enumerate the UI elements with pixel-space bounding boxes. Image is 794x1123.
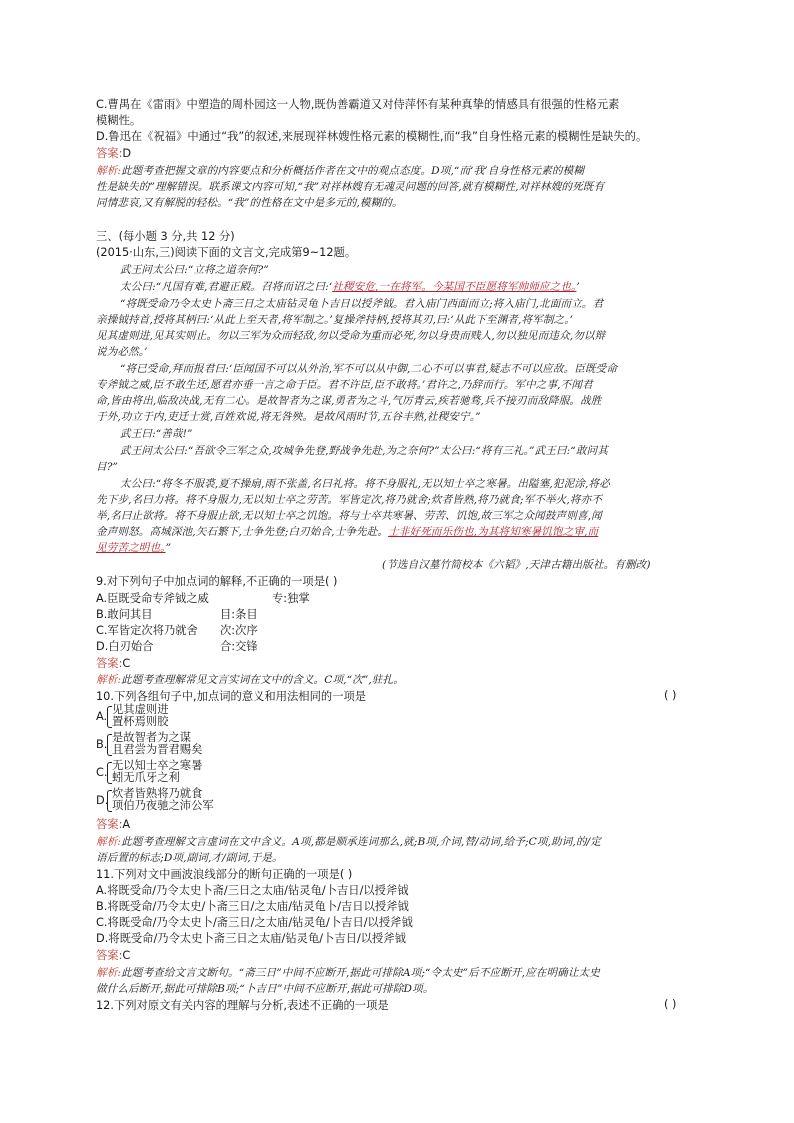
passage-source: (节选自汉墓竹简校本《六韬》,天津古籍出版社。有删改): [382, 559, 651, 571]
passage-p18: 见劳苦之明也。”: [96, 542, 172, 554]
q11-option-d: D.将既受命/乃令太史卜斋三日之太庙/钻灵龟/卜吉日/以授斧钺: [96, 932, 406, 945]
q8-analysis-line2: 性是缺失的”理解错误。联系课文内容可知,“我”对祥林嫂有无魂灵问题的回答,就有模糊性,对祥林嫂的死既有: [96, 181, 605, 193]
section-intro: (2015·山东,三)阅读下面的文言文,完成第9~12题。: [96, 246, 357, 259]
passage-p14: 太公曰:“将冬不服裘,夏不操扇,雨不张盖,名曰礼将。将不身服礼,无以知士卒之寒暑。出隘塞,犯泥涂,将必: [120, 478, 610, 490]
passage-p15: 先下步,名曰力将。将不身服力,无以知士卒之劳苦。军皆定次,将乃就舍;炊者皆熟,将乃就食;军不举火,将亦不: [96, 494, 602, 506]
q10-analysis-line1: 解析:此题考查理解文言虚词在文中含义。A项,都是顺承连词那么,就;B项,介词,替/动词,给予;C项,助词,的/定: [96, 836, 601, 848]
section-heading: 三、(每小题 3 分,共 12 分): [96, 230, 235, 243]
passage-p3: “将既受命乃令太史卜斋三日之太庙钻灵龟卜吉日以授斧钺。君入庙门西面而立;将入庙门,北面而立。君: [120, 298, 604, 310]
passage-p2: 太公曰:“凡国有难,君避正殿。召将而诏之曰:‘社稷安危,一在将军。今某国不臣愿将军帅师应之也。’: [120, 281, 580, 293]
q8-option-c-line1: C.曹禺在《雷雨》中塑造的周朴园这一人物,既伪善霸道又对侍萍怀有某种真挚的情感具有很强的性格元素: [96, 98, 620, 111]
passage-p17: 金声则怒。高城深池,矢石繁下,士争先登;白刃始合,士争先赴。士非好死而乐伤也,为其将知寒暑饥饱之审,而: [96, 526, 599, 538]
answer-value: D: [122, 147, 132, 160]
q8-option-d: D.鲁迅在《祝福》中通过“我”的叙述,来展现祥林嫂性格元素的模糊性,而“我”自身性格元素的模糊性是缺失的。: [96, 130, 648, 143]
q10-answer: 答案:A: [96, 818, 131, 831]
passage-p10: 于外,功立于内,吏迁士赏,百姓欢说,将无咎殃。是故风雨时节,五谷丰熟,社稷安宁。”: [96, 411, 481, 423]
underlined-sentence: 社稷安危,一在将军。今某国不臣愿将军帅师应之也。: [332, 281, 577, 293]
passage-p12: 武王问太公曰:“吾欲令三军之众,攻城争先登,野战争先赴,为之奈何?”太公曰:“将有三礼。”武王曰:“敢问其: [120, 445, 608, 457]
q11-option-b: B.将既受命/乃令太史/卜斋三日/之太庙/钻灵龟卜/吉日以授斧钺: [96, 900, 409, 913]
passage-p5: 见其虚则进,见其实则止。勿以三军为众而轻敌,勿以受命为重而必死,勿以身贵而贱人,勿以独见而违众,勿以辩: [96, 330, 606, 342]
q8-analysis-line1: 解析:此题考查把握文章的内容要点和分析概括作者在文中的观点态度。D项,“而‘我’自身性格元素的模糊: [96, 165, 585, 177]
q8-option-c-line2: 模糊性。: [96, 114, 142, 127]
underlined-sentence-2: 士非好死而乐伤也,为其将知寒暑饥饱之审,而: [388, 526, 599, 538]
passage-p8: 专斧钺之威,臣不敢生还,愿君亦垂一言之命于臣。君不许臣,臣不敢将。’君许之,乃辞而行。军中之事,不闻君: [96, 379, 593, 391]
q11-analysis-line2: 做什么后断开,据此可排除B项;“卜吉日”中间不应断开,据此可排除D项。: [96, 983, 434, 995]
passage-p6: 说为必然。’: [96, 346, 148, 358]
q11-analysis-line1: 解析:此题考查给文言文断句。“斋三日”中间不应断开,据此可排除A项;“令太史”后不应断开,应在明确让太史: [96, 967, 600, 979]
q10-answer-blank: ( ): [664, 689, 677, 702]
passage-p13: 目?”: [96, 461, 118, 473]
passage-p11: 武王曰:“善哉!”: [120, 428, 193, 440]
passage-p16: 举,名曰止欲将。将不身服止欲,无以知士卒之饥饱。将与士卒共寒暑、劳苦、饥饱,故三军之众闻鼓声则喜,闻: [96, 510, 602, 522]
answer-label: 答案:: [96, 147, 123, 160]
q8-answer: [96, 146, 131, 162]
q10-analysis-line2: 语后置的标志;D项,副词,才/副词,于是。: [96, 852, 283, 864]
passage-p1: 武王问太公曰:“立将之道奈何?”: [120, 264, 269, 276]
q11-answer: 答案:C: [96, 949, 131, 962]
q11-option-a: A.将既受命/乃令太史卜斋/三日之太庙/钻灵龟/卜吉日/以授斧钺: [96, 884, 409, 897]
document-page: C.曹禺在《雷雨》中塑造的周朴园这一人物,既伪善霸道又对侍萍怀有某种真挚的情感具有很强的性格元素 模糊性。 D.鲁迅在《祝福》中通过“我”的叙述,来展现祥林嫂性格元素的模糊性,而“我”自身性格元素的模糊性是缺失的。 答案:D 解析:此题考查把握文章的内容要点和分析概括作者在文中的观点态度。D项,“而‘我’自身性格元素的模糊 性是缺失的”理解错误。联系课文内容可知,“我”对祥林嫂有无魂灵问题的回答,就有模糊性,对祥林嫂的死既有 同情悲哀,又有解脱的轻松。“我”的性格在文中是多元的,模糊的。 三、(每小题 3 分,共 12 分) (2015·山东,三)阅读下面的文言文,完成第9~12题。 武王问太公曰:“立将之道奈何?” 太公曰:“凡国有难,君避正殿。召将而诏之曰:‘社稷安危,一在将军。今某国不臣愿将军帅师应之也。’ “将既受命乃令太史卜斋三日之太庙钻灵龟卜吉日以授斧钺。君入庙门西面而立;将入庙门,北面而立。君 亲操钺持首,授将其柄曰:‘从此上至天者,将军制之。’复操斧持柄,授将其刃,曰:‘从此下至渊者,将军制之。’ 见其虚则进,见其实则止。勿以三军为众而轻敌,勿以受命为重而必死,勿以身贵而贱人,勿以独见而违众,勿以辩 说为必然。’ “将已受命,拜而报君曰:‘臣闻国不可以从外治,军不可以从中御,二心不可以事君,疑志不可以应敌。臣既受命 专斧钺之威,臣不敢生还,愿君亦垂一言之命于臣。君不许臣,臣不敢将。’君许之,乃辞而行。军中之事,不闻君 命,皆由将出,临敌决战,无有二心。是故智者为之谋,勇者为之斗,气厉青云,疾若驰骛,兵不接刃而敌降服。战胜 于外,功立于内,吏迁士赏,百姓欢说,将无咎殃。是故风雨时节,五谷丰熟,社稷安宁。” 武王曰:“善哉!” 武王问太公曰:“吾欲令三军之众,攻城争先登,野战争先赴,为之奈何?”太公曰:“将有三礼。”武王曰:“敢问其 目?” 太公曰:“将冬不服裘,夏不操扇,雨不张盖,名曰礼将。将不身服礼,无以知士卒之寒暑。出隘塞,犯泥涂,将必 先下步,名曰力将。将不身服力,无以知士卒之劳苦。军皆定次,将乃就舍;炊者皆熟,将乃就食;军不举火,将亦不 举,名曰止欲将。将不身服止欲,无以知士卒之饥饱。将与士卒共寒暑、劳苦、饥饱,故三军之众闻鼓声则喜,闻 金声则怒。高城深池,矢石繁下,士争先登;白刃始合,士争先赴。士非好死而乐伤也,为其将知寒暑饥饱之审,而 见劳苦之明也。” (节选自汉墓竹简校本《六韬》,天津古籍出版社。有删改) 9.对下列句子中加点词的解释,不正确的一项是( ) A.臣既受命专斧钺之威 专:独掌 B.敢问其目 目:条目 C.军皆定次将乃就舍 次:次序 D.白刃始合 合:交锋 答案:C 解析:此题考查理解常见文言实词在文中的含义。C项,“次”,驻扎。 10.下列各组句子中,加点词的意义和用法相同的一项是 ( ) A. 见其虚则进 置杯焉则胶 B. 是故智者为之谋 且君尝为晋君赐矣 C. 无以知士卒之寒暑 蚓无爪牙之利 D. 炊者皆熟将乃就食 项伯乃夜驰之沛公军 答案:A 解析:此题考查理解文言虚词在文中含义。A项,都是顺承连词那么,就;B项,介词,替/动词,给予;C项,助词,的/定 语后置的标志;D项,副词,才/副词,于是。 11.下列对文中画波浪线部分的断句正确的一项是( ) A.将既受命/乃令太史卜斋/三日之太庙/钻灵龟/卜吉日/以授斧钺 B.将既受命/乃令太史/卜斋三日/之太庙/钻灵龟卜/吉日以授斧钺 C.将既受命/乃令太史卜/斋三日/之太庙/钻灵龟/卜吉日/以授斧钺 D.将既受命/乃令太史卜斋三日之太庙/钻灵龟/卜吉日/以授斧钺 答案:C 解析:此题考查给文言文断句。“斋三日”中间不应断开,据此可排除A项;“令太史”后不应断开,应在明确让太史 做什么后断开,据此可排除B项;“卜吉日”中间不应断开,据此可排除D项。 12.下列对原文有关内容的理解与分析,表述不正确的一项是 ( ): [96, 98, 677, 1012]
passage-p4: 亲操钺持首,授将其柄曰:‘从此上至天者,将军制之。’复操斧持柄,授将其刃,曰:‘从此下至渊者,将军制之。’: [96, 314, 574, 326]
q9-option-a: A.臣既受命专斧钺之威 专:独掌: [96, 592, 310, 605]
q10-stem: 10.下列各组句子中,加点词的意义和用法相同的一项是: [96, 690, 367, 703]
q9-answer: 答案:C: [96, 657, 131, 670]
q12-answer-blank: ( ): [664, 998, 677, 1011]
q8-analysis-line3: 同情悲哀,又有解脱的轻松。“我”的性格在文中是多元的,模糊的。: [96, 197, 403, 209]
q9-option-d: D.白刃始合 合:交锋: [96, 640, 258, 653]
q12-stem: 12.下列对原文有关内容的理解与分析,表述不正确的一项是: [96, 999, 389, 1012]
passage-p7: “将已受命,拜而报君曰:‘臣闻国不可以从外治,军不可以从中御,二心不可以事君,疑志不可以应敌。臣既受命: [120, 363, 618, 375]
passage-p9: 命,皆由将出,临敌决战,无有二心。是故智者为之谋,勇者为之斗,气厉青云,疾若驰骛,兵不接刃而敌降服。战胜: [96, 395, 602, 407]
q11-stem: 11.下列对文中画波浪线部分的断句正确的一项是( ): [96, 868, 353, 881]
analysis-label: 解析:: [96, 165, 122, 177]
q9-analysis: 解析:此题考查理解常见文言实词在文中的含义。C项,“次”,驻扎。: [96, 674, 404, 686]
q9-stem: 9.对下列句子中加点词的解释,不正确的一项是( ): [96, 575, 338, 588]
q9-option-b: B.敢问其目 目:条目: [96, 608, 258, 621]
q11-option-c: C.将既受命/乃令太史卜/斋三日/之太庙/钻灵龟/卜吉日/以授斧钺: [96, 916, 413, 929]
q9-option-c: C.军皆定次将乃就舍 次:次序: [96, 624, 258, 637]
